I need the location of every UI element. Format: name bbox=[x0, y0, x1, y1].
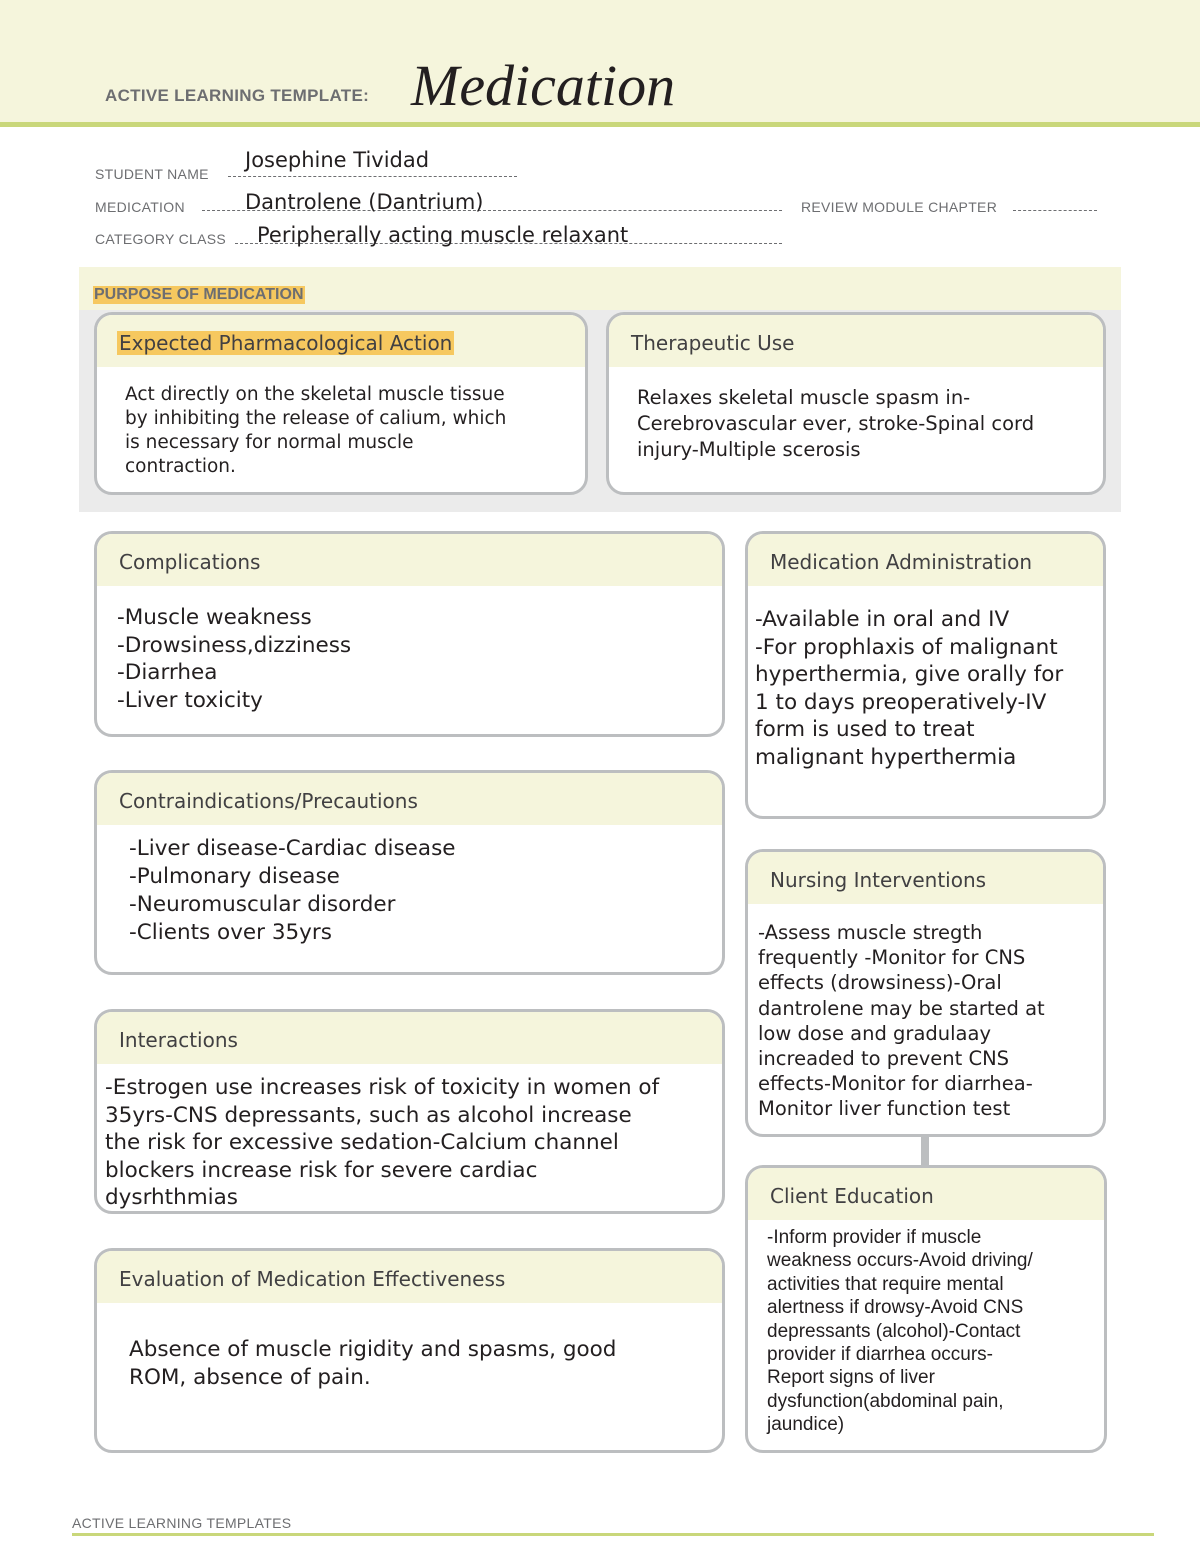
footer-rule bbox=[72, 1533, 1154, 1536]
contraindications-title: Contraindications/Precautions bbox=[119, 789, 418, 813]
evaluation-header bbox=[97, 1251, 722, 1303]
nursing-interventions-title: Nursing Interventions bbox=[770, 868, 987, 892]
medication-label: MEDICATION bbox=[95, 199, 185, 215]
nursing-interventions-header bbox=[748, 852, 1103, 904]
therapeutic-use-body[interactable]: Relaxes skeletal muscle spasm in- Cerebrovascular ever, stroke-Spinal cord injury-Multiple scerosis bbox=[637, 386, 1035, 461]
expected-action-body[interactable]: Act directly on the skeletal muscle tissue by inhibiting the release of calium, which is necessary for normal muscle contraction. bbox=[125, 384, 507, 477]
client-education-body[interactable]: -Inform provider if muscle weakness occurs-Avoid driving/ activities that require mental alertness if drowsy-Avoid CNS depressants (alcohol)-Contact provider if diarrhea occurs- Report signs of liver dysfunction(abdominal pain, jaundice) bbox=[767, 1227, 1033, 1436]
student-name-line bbox=[228, 176, 517, 177]
administration-body[interactable]: -Available in oral and IV -For prophlaxis of malignant hyperthermia, give orally for 1 to days preoperatively-IV form is used to treat malignant hyperthermia bbox=[755, 607, 1064, 770]
client-education-title: Client Education bbox=[770, 1184, 934, 1208]
contraindications-header bbox=[97, 773, 722, 825]
interactions-body[interactable]: -Estrogen use increases risk of toxicity in women of 35yrs-CNS depressants, such as alcohol increase the risk for excessive sedation-Calcium channel blockers increase risk for severe cardiac dysrhthmias bbox=[105, 1075, 660, 1210]
medication-value[interactable]: Dantrolene (Dantrium) bbox=[245, 190, 484, 214]
nursing-interventions-card bbox=[745, 849, 1106, 1137]
category-class-value[interactable]: Peripherally acting muscle relaxant bbox=[257, 223, 629, 247]
purpose-title: PURPOSE OF MEDICATION bbox=[94, 286, 304, 303]
administration-title: Medication Administration bbox=[770, 550, 1033, 574]
complications-body[interactable]: -Muscle weakness -Drowsiness,dizziness -Diarrhea -Liver toxicity bbox=[117, 605, 352, 713]
therapeutic-use-header bbox=[609, 315, 1103, 367]
interactions-header bbox=[97, 1012, 722, 1064]
client-education-header bbox=[748, 1168, 1104, 1220]
template-title: Medication bbox=[411, 53, 676, 118]
nursing-interventions-body[interactable]: -Assess muscle stregth frequently -Monitor for CNS effects (drowsiness)-Oral dantrolene may be started at low dose and gradulaay increaded to prevent CNS effects-Monitor for diarrhea- Monitor liver function test bbox=[758, 921, 1045, 1121]
connector-bar bbox=[921, 1134, 929, 1168]
review-module-label: REVIEW MODULE CHAPTER bbox=[801, 199, 998, 215]
therapeutic-use-card bbox=[606, 312, 1106, 495]
header-rule bbox=[0, 122, 1200, 127]
evaluation-card bbox=[94, 1248, 725, 1453]
student-name-value[interactable]: Josephine Tividad bbox=[245, 148, 430, 172]
review-module-line[interactable] bbox=[1013, 210, 1097, 211]
student-name-label: STUDENT NAME bbox=[95, 166, 209, 182]
interactions-card bbox=[94, 1009, 725, 1214]
administration-header bbox=[748, 534, 1103, 586]
template-label: ACTIVE LEARNING TEMPLATE: bbox=[105, 86, 370, 105]
administration-card bbox=[745, 531, 1106, 819]
therapeutic-use-title: Therapeutic Use bbox=[631, 331, 795, 355]
expected-action-card bbox=[94, 312, 588, 495]
client-education-card bbox=[745, 1165, 1107, 1453]
complications-header bbox=[97, 534, 722, 586]
contraindications-card bbox=[94, 770, 725, 975]
footer-label: ACTIVE LEARNING TEMPLATES bbox=[72, 1515, 292, 1531]
evaluation-title: Evaluation of Medication Effectiveness bbox=[119, 1267, 506, 1291]
expected-action-header bbox=[97, 315, 585, 367]
contraindications-body[interactable]: -Liver disease-Cardiac disease -Pulmonary disease -Neuromuscular disorder -Clients over 35yrs bbox=[129, 836, 456, 945]
complications-card bbox=[94, 531, 725, 737]
interactions-title: Interactions bbox=[119, 1028, 238, 1052]
complications-title: Complications bbox=[119, 550, 261, 574]
expected-action-title: Expected Pharmacological Action bbox=[119, 331, 453, 355]
evaluation-body[interactable]: Absence of muscle rigidity and spasms, good ROM, absence of pain. bbox=[129, 1337, 617, 1390]
category-class-label: CATEGORY CLASS bbox=[95, 231, 227, 247]
